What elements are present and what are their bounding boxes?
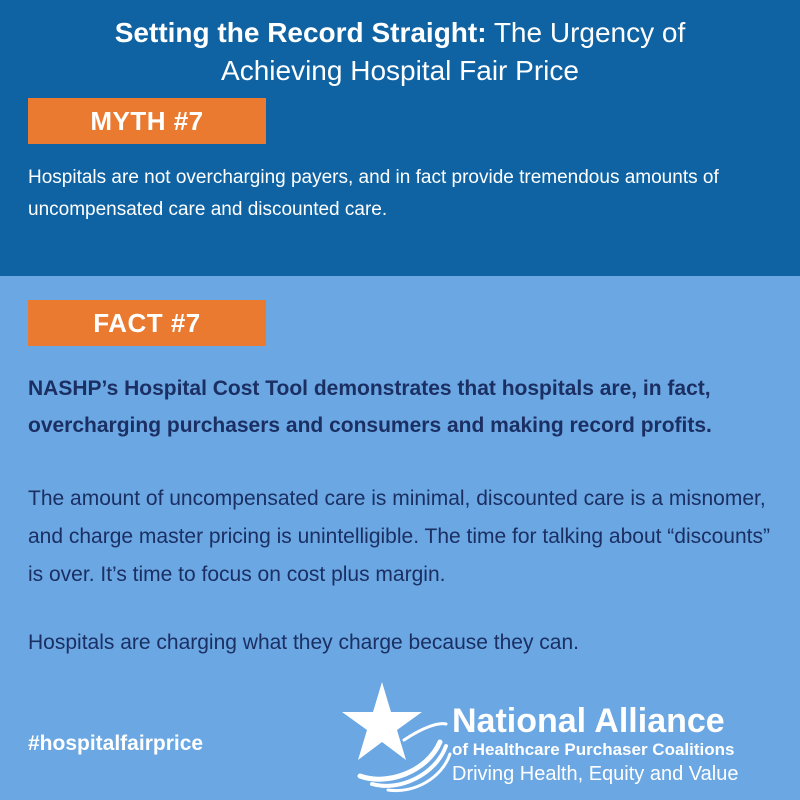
org-name: National Alliance — [452, 702, 725, 740]
org-tagline: Driving Health, Equity and Value — [452, 763, 739, 785]
page-title-line2: Achieving Hospital Fair Price — [221, 55, 579, 86]
org-logo — [342, 680, 798, 798]
fact-badge: FACT #7 — [28, 300, 266, 346]
star-swoosh-icon — [342, 680, 452, 798]
myth-badge: MYTH #7 — [28, 98, 266, 144]
fact-lead: NASHP’s Hospital Cost Tool demonstrates that hospitals are, in fact, overcharging purchasers and consumers and making record profits. — [28, 377, 712, 437]
fact-body: The amount of uncompensated care is minimal, discounted care is a misnomer, and charge master pricing is unintelligible. The time for talking about “discounts” is over. It’s time to focus on cost plus margin. — [28, 487, 770, 586]
hashtag: #hospitalfairprice — [28, 732, 204, 755]
page-title-bold: Setting the Record Straight: — [114, 17, 487, 48]
myth-text: Hospitals are not overcharging payers, and in fact provide tremendous amounts of uncompensated care and discounted care. — [28, 167, 719, 220]
org-subtitle: of Healthcare Purchaser Coalitions — [452, 740, 735, 759]
fact-closing: Hospitals are charging what they charge because they can. — [28, 631, 579, 654]
page-title — [0, 14, 800, 90]
page-title-rest: The Urgency of — [486, 17, 686, 48]
